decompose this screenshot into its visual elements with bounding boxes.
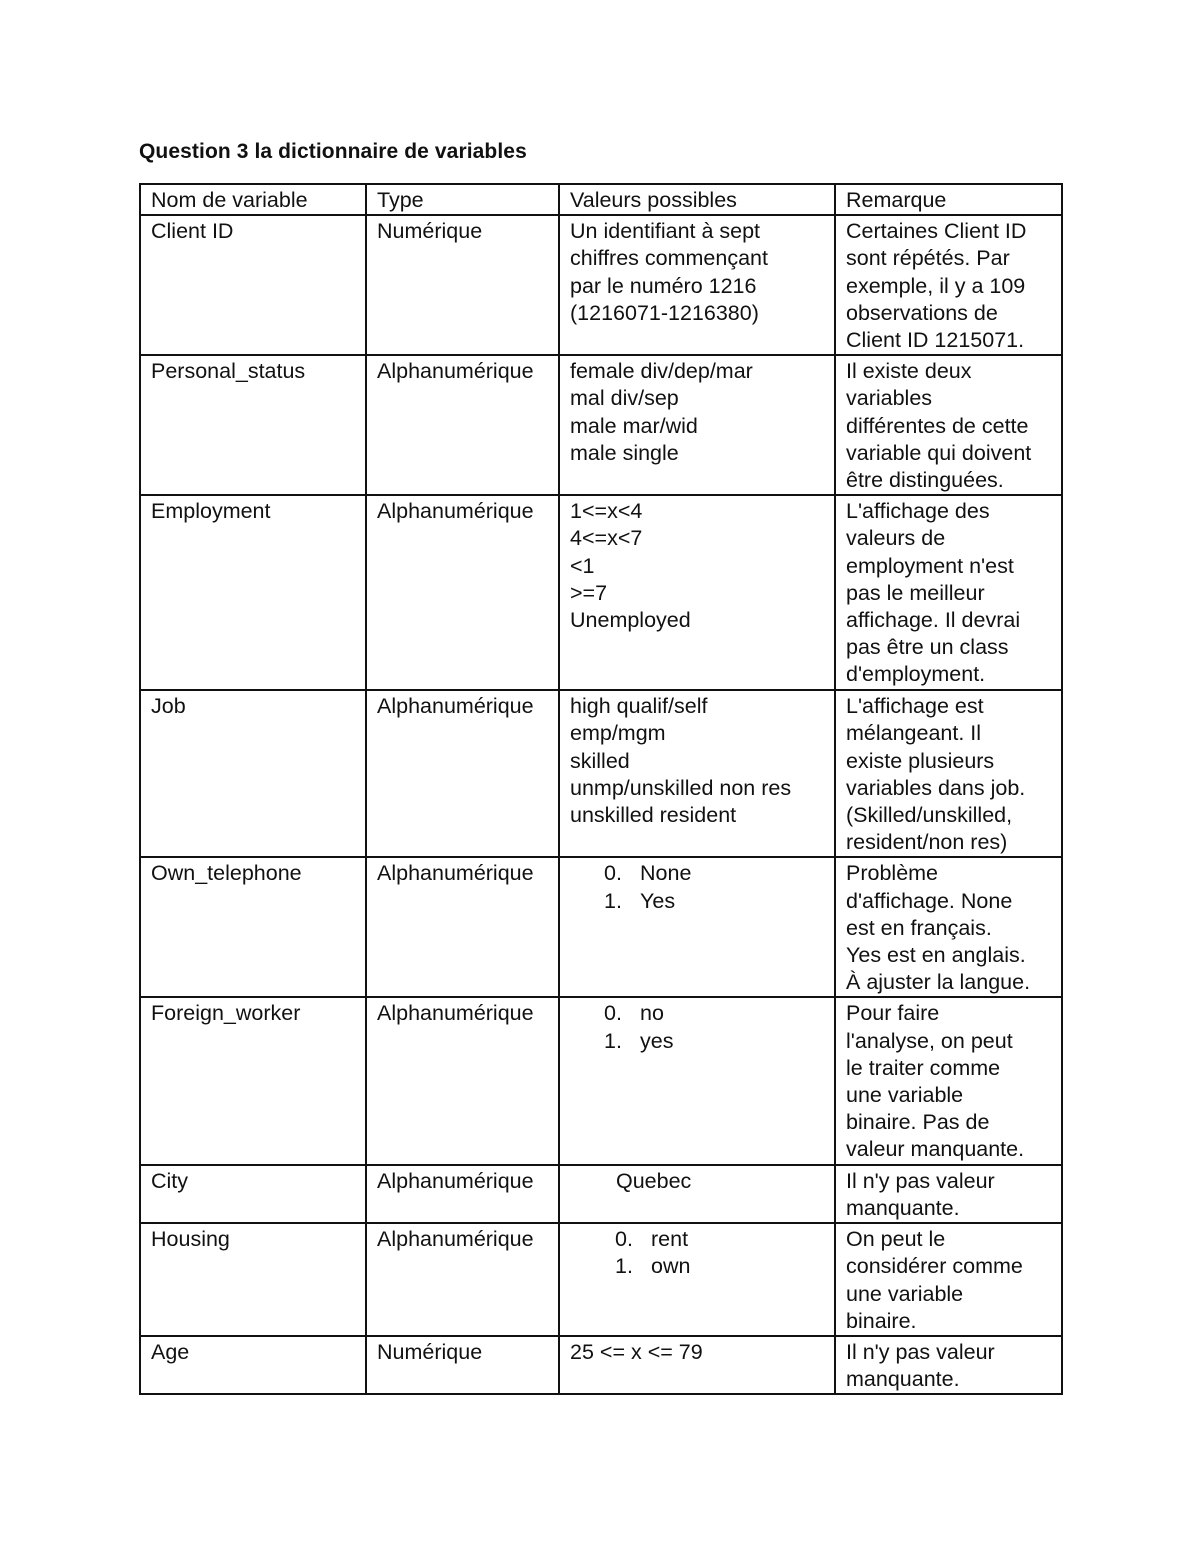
list-item: 1. yes [604,1028,674,1053]
remark-cell: Il n'y pas valeur manquante. [835,1336,1062,1394]
header-cell: Remarque [835,184,1062,215]
numbered-values-list [570,1226,826,1280]
table-row [140,857,1062,997]
remark-cell: Problème d'affichage. None est en français. Yes est en anglais. À ajuster la langue. [835,857,1062,997]
list-item: 0. no [604,1001,664,1026]
remark-cell: Il existe deux variables différentes de cette variable qui doivent être distinguées. [835,355,1062,495]
table-header-row [140,184,1062,215]
possible-values-cell [559,1165,835,1223]
header-cell: Valeurs possibles [559,184,835,215]
variable-name-cell: Client ID [140,215,366,355]
variable-dictionary-table [139,183,1063,1395]
list-item: 0. None [604,861,692,886]
variable-type-cell: Numérique [366,215,559,355]
variable-name-cell: Age [140,1336,366,1394]
remark-cell: L'affichage des valeurs de employment n'est pas le meilleur affichage. Il devrai pas être un class d'employment. [835,495,1062,690]
remark-cell: Pour faire l'analyse, on peut le traiter comme une variable binaire. Pas de valeur manquante. [835,997,1062,1164]
variable-name-cell: Employment [140,495,366,690]
possible-values-cell: 1<=x<4 4<=x<7 <1 >=7 Unemployed [559,495,835,690]
variable-type-cell: Numérique [366,1336,559,1394]
table-row [140,495,1062,690]
possible-values-cell: 25 <= x <= 79 [559,1336,835,1394]
table-row [140,355,1062,495]
document-title: Question 3 la dictionnaire de variables [139,140,527,163]
variable-name-cell: City [140,1165,366,1223]
table-row [140,997,1062,1164]
possible-values-cell [559,997,835,1164]
list-item: 0. rent [615,1227,689,1252]
table-row [140,1336,1062,1394]
city-value: Quebec [616,1168,692,1193]
remark-cell: L'affichage est mélangeant. Il existe plusieurs variables dans job. (Skilled/unskilled, resident/non res) [835,690,1062,857]
variable-type-cell: Alphanumérique [366,1223,559,1336]
table-row [140,1165,1062,1223]
table-row [140,1223,1062,1336]
header-cell: Nom de variable [140,184,366,215]
variable-name-cell: Personal_status [140,355,366,495]
possible-values-cell [559,857,835,997]
table-row [140,690,1062,857]
variable-name-cell: Housing [140,1223,366,1336]
variable-name-cell: Foreign_worker [140,997,366,1164]
list-item: 1. own [615,1254,691,1279]
table-row [140,215,1062,355]
possible-values-cell: Un identifiant à sept chiffres commençant par le numéro 1216 (1216071-1216380) [559,215,835,355]
variable-type-cell: Alphanumérique [366,495,559,690]
remark-cell: On peut le considérer comme une variable binaire. [835,1223,1062,1336]
possible-values-cell [559,1223,835,1336]
variable-type-cell: Alphanumérique [366,857,559,997]
remark-cell: Certaines Client ID sont répétés. Par exemple, il y a 109 observations de Client ID 1215071. [835,215,1062,355]
variable-name-cell: Own_telephone [140,857,366,997]
possible-values-cell: high qualif/self emp/mgm skilled unmp/unskilled non res unskilled resident [559,690,835,857]
list-item: 1. Yes [604,888,676,913]
numbered-values-list [570,1000,826,1054]
variable-type-cell: Alphanumérique [366,690,559,857]
variable-type-cell: Alphanumérique [366,997,559,1164]
numbered-values-list [570,860,826,914]
remark-cell: Il n'y pas valeur manquante. [835,1165,1062,1223]
header-cell: Type [366,184,559,215]
variable-type-cell: Alphanumérique [366,355,559,495]
variable-type-cell: Alphanumérique [366,1165,559,1223]
possible-values-cell: female div/dep/mar mal div/sep male mar/wid male single [559,355,835,495]
variable-name-cell: Job [140,690,366,857]
